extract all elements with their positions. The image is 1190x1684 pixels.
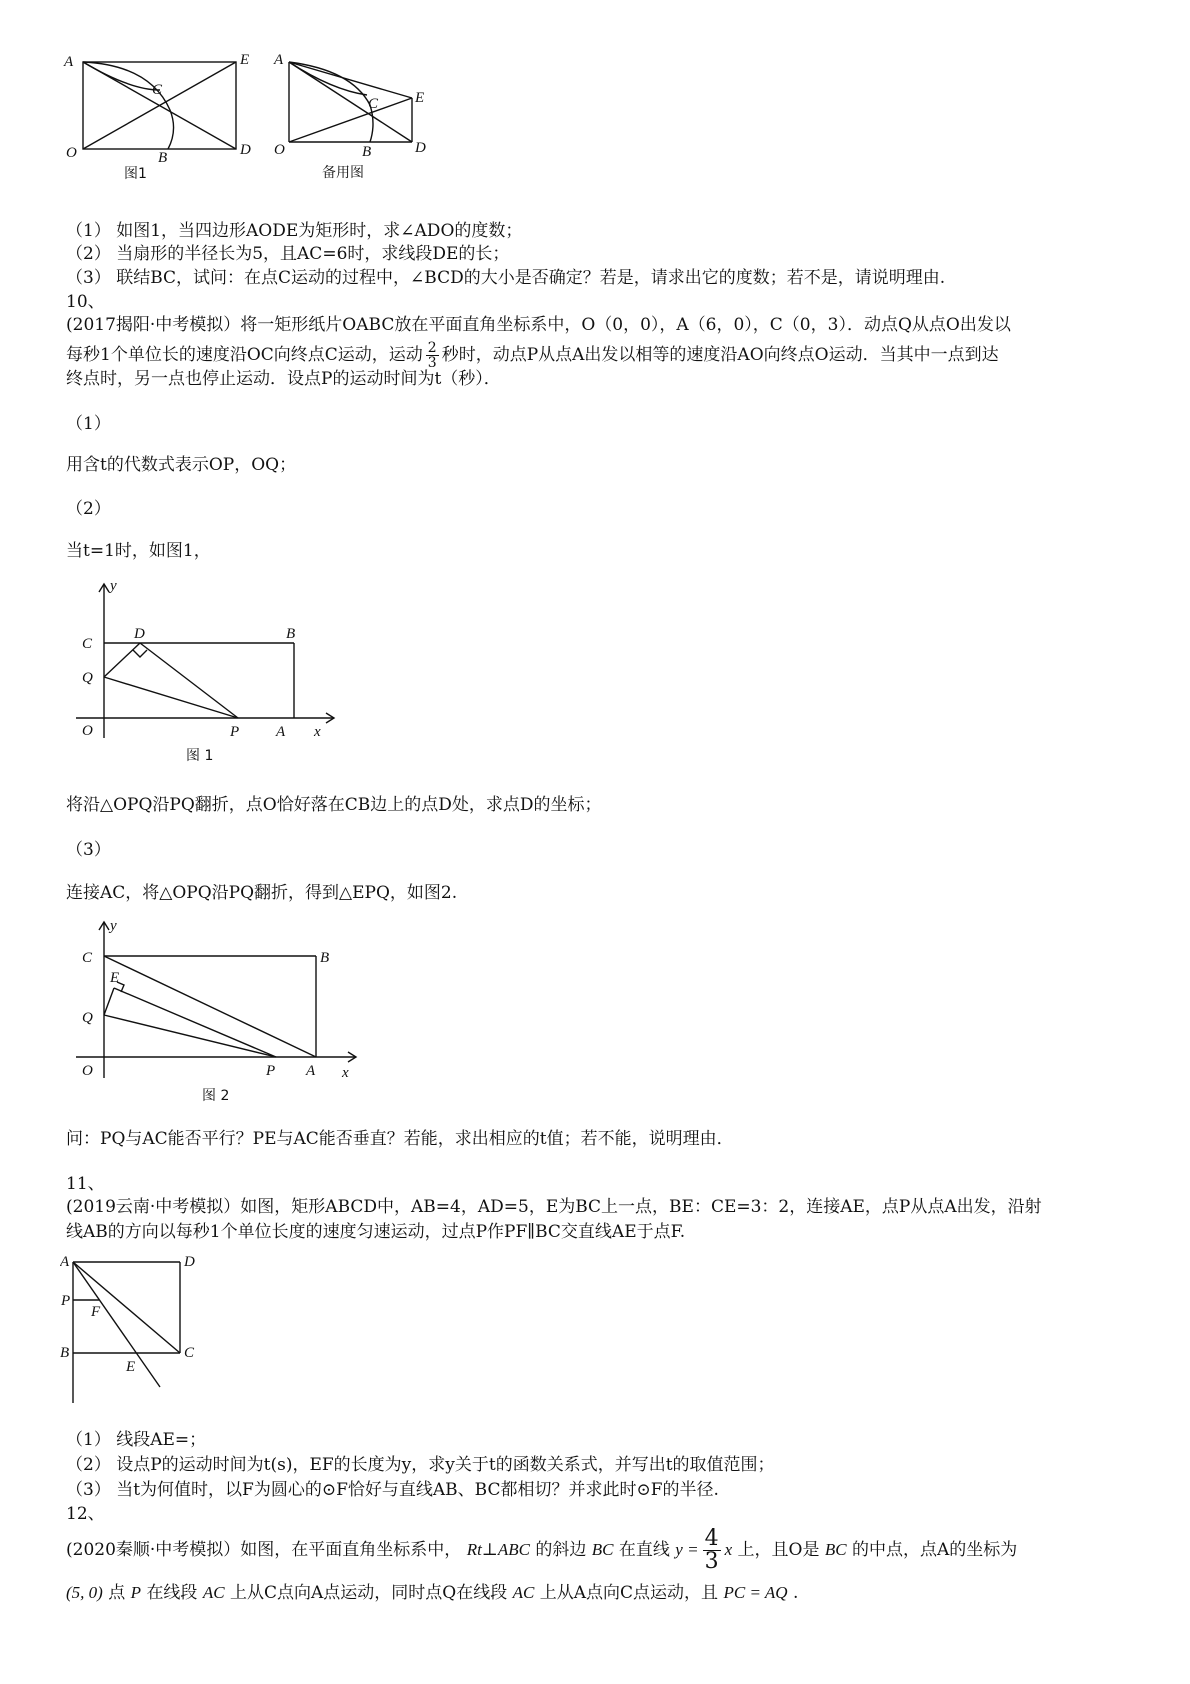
- q10-line1: (2017揭阳·中考模拟）将一矩形纸片OABC放在平面直角坐标系中，O（0，0），A（6，0），C（0，3）．动点Q从点O出发以: [66, 315, 1011, 335]
- figure-q11: [60, 1255, 220, 1405]
- q10-sub2-text: 当t=1时，如图1，: [66, 541, 211, 561]
- axis-y-label: y: [110, 580, 117, 594]
- q12-line1-c: 的斜边: [535, 1540, 587, 1560]
- q12-line-eq: y =: [675, 1540, 699, 1559]
- fraction-denominator: 3: [427, 355, 437, 371]
- q11-line2: 线AB的方向以每秒1个单位长度的速度匀速运动，过点P作PF∥BC交直线AE于点F.: [66, 1222, 686, 1242]
- q12-line1-e: 在直线: [618, 1540, 670, 1560]
- q12-ac-1: AC: [202, 1583, 225, 1602]
- label-b: B: [60, 1345, 70, 1361]
- q10-line2-a: 每秒1个单位长的速度沿OC向终点C运动，运动: [66, 345, 423, 365]
- q12-point-a-coord: (5, 0): [66, 1583, 103, 1602]
- q9-part3: （3） 联结BC，试问：在点C运动的过程中，∠BCD的大小是否确定？若是，请求出它的度数；若不是，请说明理由.: [66, 268, 946, 288]
- q9-part2: （2） 当扇形的半径长为5，且AC=6时，求线段DE的长；: [66, 244, 510, 264]
- q12-triangle-expr: Rt⊥ABC: [466, 1540, 530, 1559]
- label-f: F: [91, 1304, 101, 1320]
- figure-rectangle-sector: [60, 50, 260, 190]
- q10-line3: 终点时，另一点也停止运动．设点P的运动时间为t（秒）．: [66, 369, 501, 389]
- label-b: B: [320, 950, 330, 966]
- q10-sub1-text: 用含t的代数式表示OP，OQ；: [66, 455, 297, 475]
- label-b: B: [158, 150, 168, 166]
- q10-sub3-after: 问：PQ与AC能否平行？PE与AC能否垂直？若能，求出相应的t值；若不能，说明理由．: [66, 1129, 734, 1149]
- label-o: O: [66, 145, 77, 161]
- label-e: E: [110, 970, 120, 986]
- q11-part1: （1） 线段AE=；: [66, 1430, 207, 1450]
- q12-line1: [66, 1528, 1017, 1573]
- label-d: D: [240, 142, 251, 158]
- label-a: A: [274, 52, 284, 68]
- label-o: O: [274, 142, 285, 158]
- label-p: P: [266, 1063, 276, 1079]
- q10-sub3-label: （3）: [66, 840, 111, 860]
- figure-caption: 图1: [124, 166, 147, 182]
- label-b: B: [286, 626, 296, 642]
- q12-ac-2: AC: [512, 1583, 535, 1602]
- q12-number: 12、: [66, 1504, 105, 1524]
- axis-x-label: x: [314, 724, 321, 740]
- q12-bc-2: BC: [824, 1540, 847, 1559]
- q12-line2: [66, 1582, 798, 1604]
- fraction-numerator: 2: [427, 340, 437, 356]
- label-e: E: [126, 1359, 136, 1375]
- label-e: E: [240, 52, 250, 68]
- q11-part2: （2） 设点P的运动时间为t(s)，EF的长度为y，求y关于t的函数关系式，并写出t的取值范围；: [66, 1455, 775, 1475]
- q10-sub1-label: （1）: [66, 414, 111, 434]
- label-a: A: [60, 1255, 70, 1270]
- fraction-four-thirds: [703, 1528, 721, 1573]
- label-q: Q: [82, 670, 93, 686]
- label-q: Q: [82, 1010, 93, 1026]
- label-c: C: [152, 82, 163, 98]
- axis-x-label: x: [342, 1065, 349, 1081]
- q10-sub2-label: （2）: [66, 499, 111, 519]
- fraction-denominator: 3: [704, 1549, 719, 1574]
- q12-p-var: P: [130, 1583, 142, 1602]
- q12-period: .: [792, 1583, 799, 1603]
- label-d: D: [415, 140, 426, 156]
- q11-line1: (2019云南·中考模拟）如图，矩形ABCD中，AB=4，AD=5，E为BC上一点，BE：CE=3：2，连接AE，点P从点A出发，沿射: [66, 1197, 1042, 1217]
- q10-sub3-text: 连接AC，将△OPQ沿PQ翻折，得到△EPQ，如图2.: [66, 883, 458, 903]
- label-a: A: [64, 54, 74, 70]
- q12-line2-f: 上从C点向A点运动，同时点Q在线段: [229, 1583, 508, 1603]
- q12-line1-j: 的中点，点A的坐标为: [852, 1540, 1018, 1560]
- figure-caption: 图 1: [186, 748, 214, 764]
- q12-line2-h: 上从A点向C点运动，且: [539, 1583, 719, 1603]
- label-c: C: [82, 950, 93, 966]
- q12-line1-h: 上，且O是: [737, 1540, 820, 1560]
- q10-sub2-after: 将沿△OPQ沿PQ翻折，点O恰好落在CB边上的点D处，求点D的坐标；: [66, 795, 602, 815]
- label-p: P: [61, 1293, 71, 1309]
- q12-pc-eq-aq: PC = AQ: [723, 1583, 788, 1602]
- figure-caption: 备用图: [322, 165, 364, 181]
- q11-part3: （3） 当t为何值时，以F为圆心的⊙F恰好与直线AB、BC都相切？并求此时⊙F的半径.: [66, 1480, 719, 1500]
- q12-bc-1: BC: [591, 1540, 614, 1559]
- q10-line2: [66, 341, 999, 370]
- label-b: B: [362, 144, 372, 160]
- q12-line2-b: 点: [108, 1583, 126, 1603]
- label-p: P: [230, 724, 240, 740]
- q10-line2-b: 秒时，动点P从点A出发以相等的速度沿AO向终点O运动．当其中一点到达: [441, 345, 999, 365]
- label-d: D: [184, 1255, 195, 1270]
- label-a: A: [276, 724, 286, 740]
- q12-line1-a: (2020秦顺·中考模拟）如图，在平面直角坐标系中，: [66, 1540, 462, 1560]
- figure-q10-1: [66, 580, 366, 765]
- label-o: O: [82, 1063, 93, 1079]
- label-a: A: [306, 1063, 316, 1079]
- axis-y-label: y: [110, 918, 117, 934]
- q11-number: 11、: [66, 1174, 105, 1194]
- fraction-numerator: 4: [704, 1526, 719, 1551]
- label-c: C: [82, 636, 93, 652]
- q12-line2-d: 在线段: [146, 1583, 198, 1603]
- figure-backup: [272, 50, 452, 190]
- fraction-two-thirds: [426, 341, 439, 370]
- q9-part1: （1） 如图1，当四边形AODE为矩形时，求∠ADO的度数；: [66, 221, 523, 241]
- label-e: E: [415, 90, 425, 106]
- figure-q10-2: [66, 918, 386, 1118]
- label-c: C: [184, 1345, 195, 1361]
- q12-x-var: x: [724, 1540, 733, 1559]
- q10-number: 10、: [66, 292, 105, 312]
- figure-caption: 图 2: [202, 1088, 230, 1104]
- label-c: C: [368, 96, 379, 112]
- label-d: D: [134, 626, 145, 642]
- label-o: O: [82, 723, 93, 739]
